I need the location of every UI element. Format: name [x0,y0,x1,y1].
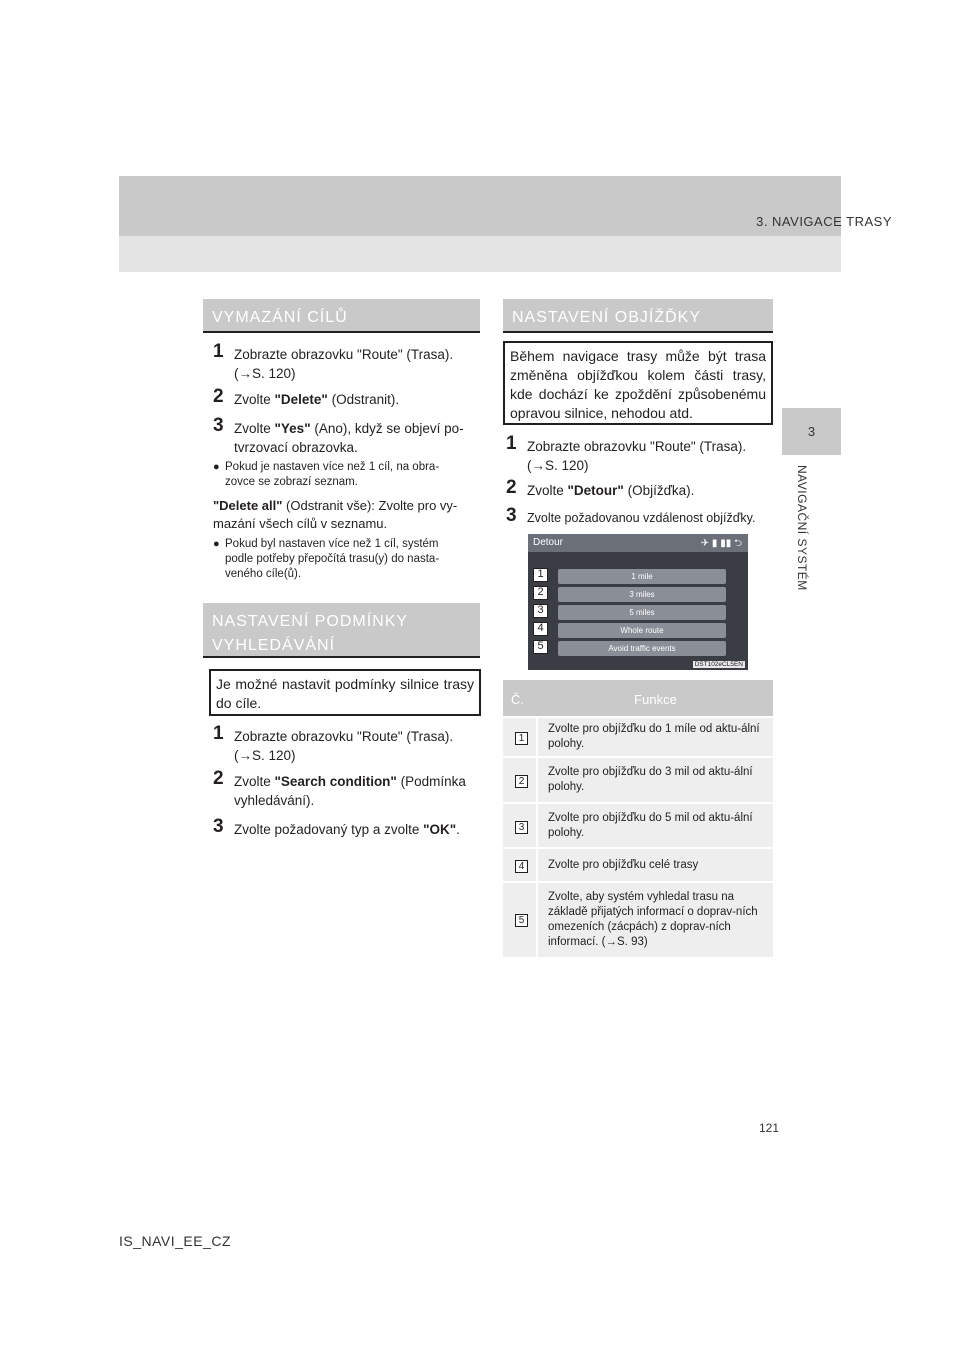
image-code: DST102eCL5EN [694,661,743,668]
detour-step-1: 1 Zobrazte obrazovku "Route" (Trasa). (→S. 120) [506,433,747,473]
chapter-title: 3. NAVIGACE TRASY [756,214,892,229]
delete-step-2: 2 Zvolte "Delete" (Odstranit). [213,386,400,407]
row-text: Zvolte, aby systém vyhledal trasu na základě přijatých informací o doprav-ních omezeních (zácpách) z doprav-ních informací. (→S. 93) [548,891,758,948]
row-text: Zvolte pro objížďku do 5 mil od aktu-ální polohy. [548,811,753,839]
row-number: 1 [515,732,528,745]
header-band [119,176,841,236]
delete-bullet-2: ● Pokud byl nastaven více než 1 cíl, systém podle potřeby přepočítá trasu(y) do nasta- veného cíle(ů). [213,538,440,580]
delete-bullet-1: ● Pokud je nastaven více než 1 cíl, na obra- zovce se zobrazí seznam. [213,461,440,488]
screen-option-whole-route[interactable]: Whole route [558,623,726,638]
screen-option-5-miles[interactable]: 5 miles [558,605,726,620]
screen-option-3-miles[interactable]: 3 miles [558,587,726,602]
section-heading-detour: NASTAVENÍ OBJÍŽĎKY [503,299,773,333]
row-text: Zvolte pro objížďku celé trasy [548,858,699,871]
row-number: 2 [515,775,528,788]
callout-4: 4 [533,622,548,636]
status-icons: ✈ ▮ ▮▮ ⮌ [700,538,742,549]
detour-step-3: 3 Zvolte požadovanou vzdálenost objížďky. [506,505,756,526]
table-row [503,716,773,756]
function-table [503,680,773,957]
search-step-1: 1 Zobrazte obrazovku "Route" (Trasa). (→S. 120) [213,723,454,763]
delete-step-3: 3 Zvolte "Yes" (Ano), když se objeví po- tvrzovací obrazovka. [213,415,464,455]
table-row [503,756,773,802]
screen-option-avoid-traffic[interactable]: Avoid traffic events [558,641,726,656]
table-row [503,881,773,957]
chapter-side-label: NAVIGAČNÍ SYSTÉM [795,465,809,591]
header-function: Funkce [634,692,677,707]
screen-title: Detour [533,537,564,548]
delete-step-1: 1 Zobrazte obrazovku "Route" (Trasa). (→S. 120) [213,341,454,381]
table-row [503,847,773,881]
callout-1: 1 [533,568,548,582]
row-number: 5 [515,914,528,927]
search-intro-box: Je možné nastavit podmínky silnice trasy do cíle. [209,669,481,716]
callout-5: 5 [533,640,548,654]
header-number: Č. [511,692,524,707]
search-step-3: 3 Zvolte požadovaný typ a zvolte "OK". [213,816,460,837]
section-heading-delete: VYMAZÁNÍ CÍLŮ [203,299,480,333]
screen-option-1-mile[interactable]: 1 mile [558,569,726,584]
header-subband [119,236,841,272]
detour-intro-box: Během navigace trasy může být trasa změněna objížďkou kolem části trasy, kde dochází ke zpoždění způsobenému opravou silnice, nehodou atd. [503,341,773,425]
row-number: 3 [515,821,528,834]
detour-screen-image [528,534,748,670]
search-step-2: 2 Zvolte "Search condition" (Podmínka vyhledávání). [213,768,466,808]
row-number: 4 [515,860,528,873]
table-header [503,680,773,716]
table-row [503,802,773,847]
row-text: Zvolte pro objížďku do 3 mil od aktu-ální polohy. [548,766,753,793]
document-id: IS_NAVI_EE_CZ [119,1233,232,1249]
chapter-tab: 3 [782,408,841,455]
callout-2: 2 [533,586,548,600]
row-text: Zvolte pro objížďku do 1 míle od aktu-ální polohy. [548,723,760,750]
delete-all-note: "Delete all" (Odstranit vše): Zvolte pro vy- mazání všech cílů v seznamu. [213,498,458,531]
section-heading-search: NASTAVENÍ PODMÍNKY VYHLEDÁVÁNÍ [203,603,480,658]
page-number: 121 [759,1121,780,1135]
callout-3: 3 [533,604,548,618]
detour-step-2: 2 Zvolte "Detour" (Objížďka). [506,477,695,498]
